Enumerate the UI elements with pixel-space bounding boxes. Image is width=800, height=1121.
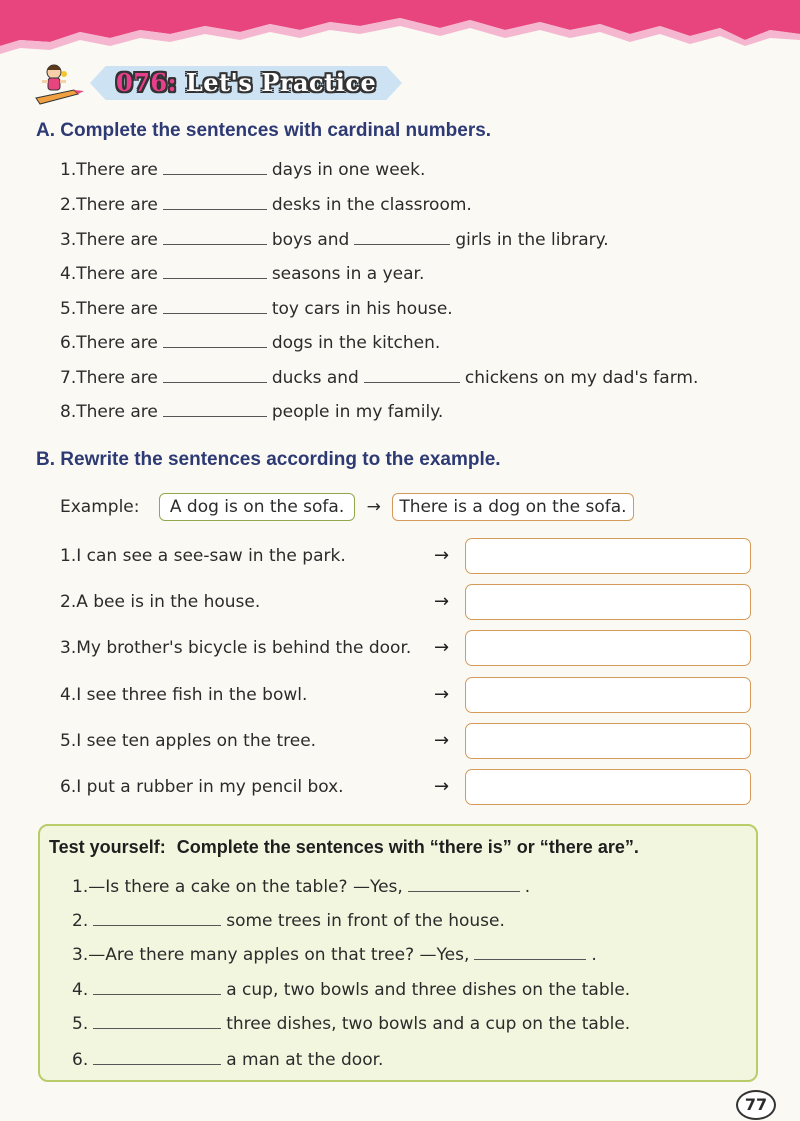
item-number: 4. [60,685,77,705]
answer-blank[interactable] [93,911,221,926]
exercise-b-item [60,546,346,566]
exercise-a-item [60,160,425,180]
page-title-block [34,60,414,106]
page-number: 77 [736,1090,776,1120]
item-prefix: There are [76,160,158,180]
item-suffix: people in my family. [271,402,444,422]
answer-blank[interactable] [408,877,520,892]
exercise-a-item [60,402,443,422]
item-number: 4. [72,980,89,1000]
answer-blank[interactable] [163,264,267,279]
example-source: A dog is on the sofa. [159,493,355,521]
item-number: 5. [72,1014,89,1034]
test-item [72,1050,383,1070]
item-number: 1. [60,160,77,180]
arrow-right-icon: → [434,684,450,705]
rewrite-answer-box[interactable] [465,630,751,666]
rewrite-answer-box[interactable] [465,769,751,805]
arrow-right-icon: → [366,497,381,517]
item-after: some trees in front of the house. [226,911,505,931]
item-number: 3. [72,945,89,965]
answer-blank[interactable] [93,980,221,995]
test-item [72,1014,630,1034]
exercise-b-item [60,638,411,658]
answer-blank[interactable] [474,945,586,960]
item-prefix: There are [76,230,158,250]
exercise-a-item [60,195,472,215]
answer-blank[interactable] [163,160,267,175]
item-number: 8. [60,402,77,422]
page-title [116,68,376,97]
test-item [72,911,505,931]
answer-blank[interactable] [354,230,450,245]
item-after: three dishes, two bowls and a cup on the table. [226,1014,631,1034]
answer-blank[interactable] [163,299,267,314]
section-b-heading: B. Rewrite the sentences according to the example. [36,449,501,470]
item-suffix: desks in the classroom. [271,195,472,215]
item-number: 5. [60,299,77,319]
item-sentence: I put a rubber in my pencil box. [76,777,344,797]
item-prefix: There are [76,195,158,215]
answer-blank[interactable] [93,1014,221,1029]
test-item [72,877,530,897]
item-number: 6. [60,777,77,797]
answer-blank[interactable] [93,1050,221,1065]
kid-on-pencil-icon [34,60,88,106]
example-result: There is a dog on the sofa. [392,493,633,521]
rewrite-answer-box[interactable] [465,723,751,759]
answer-blank[interactable] [163,402,267,417]
item-prefix: There are [76,333,158,353]
item-prefix: There are [76,402,158,422]
item-number: 2. [60,592,77,612]
rewrite-answer-box[interactable] [465,677,751,713]
item-prefix: There are [76,264,158,284]
exercise-a-item [60,299,453,319]
item-number: 5. [60,731,77,751]
item-number: 2. [72,911,89,931]
item-suffix: dogs in the kitchen. [271,333,441,353]
rewrite-answer-box[interactable] [465,538,751,574]
exercise-a-item [60,333,440,353]
exercise-b-item [60,731,316,751]
exercise-b-item [60,777,344,797]
item-number: 7. [60,368,77,388]
answer-blank[interactable] [163,230,267,245]
example-row [60,493,634,521]
item-after: a man at the door. [226,1050,384,1070]
item-after: . [524,877,531,897]
item-number: 6. [60,333,77,353]
item-number: 2. [60,195,77,215]
exercise-a-item [60,230,609,250]
item-sentence: I can see a see-saw in the park. [76,546,346,566]
answer-blank[interactable] [163,333,267,348]
item-number: 3. [60,638,77,658]
item-before: —Is there a cake on the table? —Yes, [88,877,403,897]
arrow-right-icon: → [434,591,450,612]
rewrite-answer-box[interactable] [465,584,751,620]
exercise-b-item [60,592,260,612]
item-before: —Are there many apples on that tree? —Yes, [88,945,470,965]
item-number: 6. [72,1050,89,1070]
item-number: 4. [60,264,77,284]
test-label: Test yourself: [49,837,166,857]
item-sentence: I see ten apples on the tree. [76,731,317,751]
item-sentence: My brother's bicycle is behind the door. [76,638,412,658]
answer-blank[interactable] [163,368,267,383]
item-suffix: days in one week. [271,160,426,180]
example-label: Example: [60,497,140,517]
item-suffix: chickens on my dad's farm. [464,368,699,388]
item-number: 3. [60,230,77,250]
answer-blank[interactable] [364,368,460,383]
test-instruction: Complete the sentences with “there is” or “there are”. [176,837,639,857]
title-number: 076 [116,68,168,97]
item-suffix: girls in the library. [455,230,609,250]
exercise-a-item [60,368,698,388]
arrow-right-icon: → [434,776,450,797]
arrow-right-icon: → [434,637,450,658]
arrow-right-icon: → [434,730,450,751]
item-sentence: A bee is in the house. [76,592,261,612]
item-middle: ducks and [271,368,359,388]
exercise-a-item [60,264,424,284]
exercise-b-item [60,685,307,705]
arrow-right-icon: → [434,545,450,566]
item-middle: boys and [271,230,350,250]
item-prefix: There are [76,299,158,319]
item-prefix: There are [76,368,158,388]
item-suffix: seasons in a year. [271,264,425,284]
item-after: a cup, two bowls and three dishes on the table. [226,980,631,1000]
section-a-heading: A. Complete the sentences with cardinal numbers. [36,120,492,141]
answer-blank[interactable] [163,195,267,210]
test-heading [49,837,639,858]
title-colon: : [167,68,177,97]
item-suffix: toy cars in his house. [271,299,453,319]
item-sentence: I see three fish in the bowl. [76,685,308,705]
item-number: 1. [60,546,77,566]
title-text: Let's Practice [185,68,377,97]
item-number: 1. [72,877,89,897]
test-item [72,945,597,965]
item-after: . [591,945,597,965]
test-item [72,980,630,1000]
